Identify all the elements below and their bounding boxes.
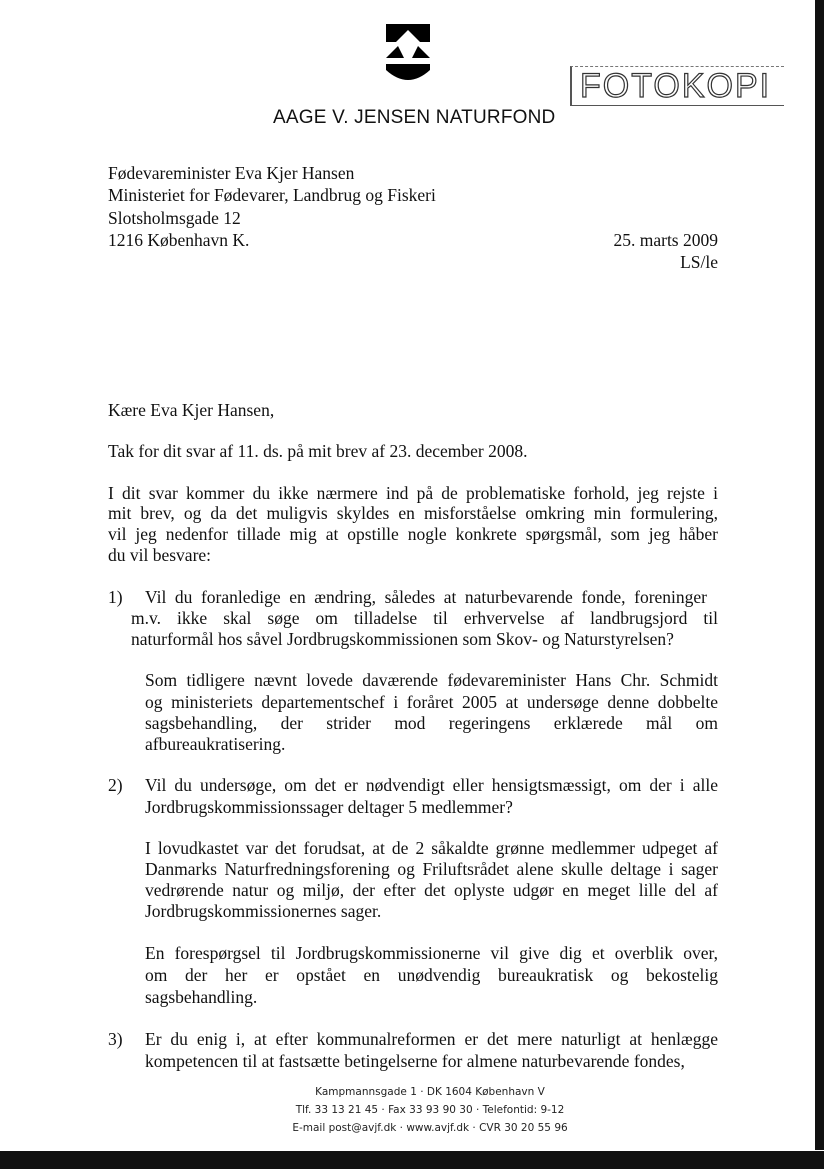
letter-reference: LS/le (680, 252, 718, 272)
note-line: Danmarks Naturfredningsforening og Friluftsrådet alene skulle deltage i sager (145, 859, 718, 879)
note-line: En forespørgsel til Jordbrugskommissionerne vil give dig et overblik over, (145, 943, 718, 963)
question-line: Jordbrugskommissionssager deltager 5 medlemmer? (145, 797, 513, 817)
note-line: om der her er opstået en unødvendig bureaukratisk og bekostelig (145, 965, 718, 985)
paragraph-line: I dit svar kommer du ikke nærmere ind på de problematiske forhold, jeg rejste i (108, 483, 718, 503)
foundation-logo-icon (386, 24, 434, 86)
question-line: m.v. ikke skal søge om tilladelse til erhvervelse af landbrugsjord til (131, 608, 718, 628)
question-line: Vil du undersøge, om det er nødvendigt eller hensigtsmæssigt, om der i alle (145, 775, 718, 795)
footer-phone: Tlf. 33 13 21 45 · Fax 33 93 90 30 · Telefontid: 9-12 (295, 1104, 565, 1116)
scan-border-right (815, 0, 824, 1150)
note-line: Jordbrugskommissionernes sager. (145, 901, 382, 921)
letter-date: 25. marts 2009 (613, 230, 718, 250)
note-line: afbureaukratisering. (145, 734, 286, 754)
note-line: og ministeriets departementschef i foråret 2005 at undersøge denne dobbelte (145, 692, 718, 712)
recipient-line: Slotsholmsgade 12 (108, 208, 241, 228)
scan-border-bottom (0, 1151, 824, 1169)
note-line: vedrørende natur og miljø, der efter det oplyste udgør en meget lille del af (145, 880, 718, 900)
note-line: I lovudkastet var det forudsat, at de 2 såkaldte grønne medlemmer udpeget af (145, 838, 718, 858)
question-line: naturformål hos såvel Jordbrugskommissionen som Skov- og Naturstyrelsen? (131, 629, 674, 649)
recipient-line: 1216 København K. (108, 230, 250, 250)
question-line: kompetencen til at fastsætte betingelserne for almene naturbevarende fondes, (145, 1051, 685, 1071)
paragraph-line: du vil besvare: (108, 545, 212, 565)
note-line: Som tidligere nævnt lovede daværende fødevareminister Hans Chr. Schmidt (145, 670, 718, 690)
question-number: 2) (108, 775, 123, 795)
paragraph-line: vil jeg nedenfor tillade mig at opstille nogle konkrete spørgsmål, som jeg håber (108, 524, 718, 544)
question-line: Er du enig i, at efter kommunalreformen er det mere naturligt at henlægge (145, 1029, 718, 1049)
salutation: Kære Eva Kjer Hansen, (108, 400, 275, 420)
footer-address: Kampmannsgade 1 · DK 1604 København V (315, 1086, 545, 1098)
intro-paragraph: Tak for dit svar af 11. ds. på mit brev af 23. december 2008. (108, 441, 528, 461)
organization-name: AAGE V. JENSEN NATURFOND (273, 107, 556, 128)
recipient-line: Ministeriet for Fødevarer, Landbrug og Fiskeri (108, 185, 436, 205)
note-line: sagsbehandling. (145, 987, 258, 1007)
footer-contact: E-mail post@avjf.dk · www.avjf.dk · CVR 30 20 55 96 (292, 1122, 568, 1134)
question-line: Vil du foranledige en ændring, således at naturbevarende fonde, foreninger (145, 587, 707, 607)
photocopy-stamp: FOTOKOPI (570, 66, 784, 106)
question-number: 1) (108, 587, 123, 607)
question-number: 3) (108, 1029, 123, 1049)
paragraph-line: mit brev, og da det muligvis skyldes en misforståelse omkring min formulering, (108, 503, 718, 523)
note-line: sagsbehandling, der strider mod regeringens erklærede mål om (145, 713, 718, 733)
recipient-line: Fødevareminister Eva Kjer Hansen (108, 163, 355, 183)
